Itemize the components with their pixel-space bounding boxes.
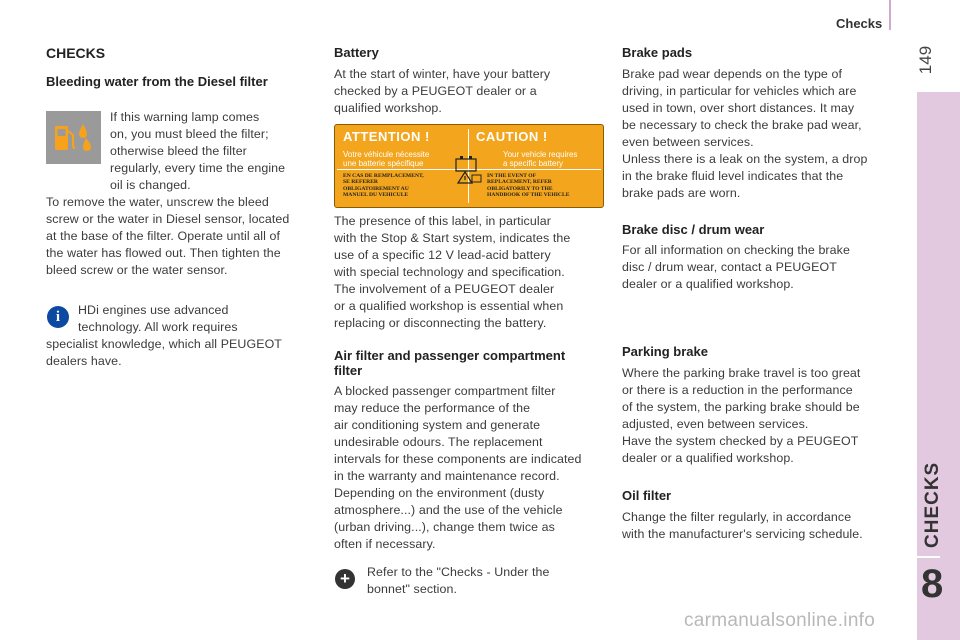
text-line: brake pads are worn. (622, 186, 741, 200)
plus-icon: + (335, 569, 355, 589)
text-line: une batterie spécifique (343, 159, 424, 168)
text-line: may reduce the performance of the (334, 401, 531, 415)
text-line: Brake pad wear depends on the type of (622, 67, 842, 81)
page-number: 149 (916, 45, 935, 75)
text-line: used in town, over short distances. It may (622, 101, 855, 115)
text-line: qualified workshop. (334, 101, 442, 115)
text-line: otherwise bleed the filter (110, 144, 247, 158)
subsection-title: Bleeding water from the Diesel filter (46, 74, 268, 89)
label-left-small (343, 173, 424, 199)
label-left-title: ATTENTION ! (343, 129, 430, 144)
text-line: of the system, the parking brake should be (622, 400, 860, 414)
text-line: oil is changed. (110, 178, 191, 192)
text-line: bleed screw or the water sensor. (46, 263, 228, 277)
text-line: Votre véhicule nécessite (343, 150, 430, 159)
bleeding-instructions (46, 194, 316, 279)
text-line: specialist knowledge, which all PEUGEOT (46, 337, 282, 351)
text-line: The involvement of a PEUGEOT dealer (334, 282, 555, 296)
info-icon: i (47, 306, 69, 328)
text-line: filter (334, 363, 363, 378)
text-line: use of a specific 12 V lead-acid battery (334, 248, 551, 262)
text-line: dealer or a qualified workshop. (622, 277, 794, 291)
brake-pads-text (622, 66, 897, 202)
text-line: dealers have. (46, 354, 122, 368)
text-line: driving, in particular for vehicles which are (622, 84, 857, 98)
battery-label-explanation (334, 213, 609, 332)
parking-brake-title: Parking brake (622, 344, 708, 359)
header-divider (889, 0, 891, 30)
text-line: EN CAS DE REMPLACEMENT, (343, 173, 424, 179)
text-line: IN THE EVENT OF (487, 173, 537, 179)
text-line: the water has flowed out. Then tighten the (46, 246, 281, 260)
section-title: CHECKS (46, 45, 106, 61)
text-line: or there is a reduction in the performance (622, 383, 853, 397)
text-line: At the start of winter, have your battery (334, 67, 551, 81)
text-line: undesirable odours. The replacement (334, 435, 543, 449)
air-filter-text (334, 383, 609, 553)
text-line: MANUEL DU VEHICULE (343, 192, 409, 199)
text-line: HDi engines use advanced (78, 303, 229, 317)
text-line: Have the system checked by a PEUGEOT (622, 434, 859, 448)
chapter-title: CHECKS (922, 461, 943, 548)
battery-label-image (334, 124, 604, 208)
label-right-small (487, 173, 569, 199)
chapter-number: 8 (921, 562, 944, 606)
brake-disc-title: Brake disc / drum wear (622, 222, 765, 237)
oil-filter-title: Oil filter (622, 488, 672, 503)
battery-title: Battery (334, 45, 379, 60)
text-line: be necessary to check the brake pad wear, (622, 118, 862, 132)
text-line: OBLIGATORILY TO THE (487, 185, 553, 192)
refer-note (367, 564, 607, 598)
text-line: with the Stop & Start system, indicates the (334, 231, 571, 245)
text-line: dealer or a qualified workshop. (622, 451, 794, 465)
text-line: The presence of this label, in particular (334, 214, 551, 228)
text-line: with special technology and specification. (334, 265, 565, 279)
brake-disc-text (622, 242, 897, 293)
text-line: Refer to the "Checks - Under the (367, 565, 550, 579)
text-line: even between services. (622, 135, 754, 149)
text-line: Your vehicle requires (503, 150, 578, 159)
text-line: replacing or disconnecting the battery. (334, 316, 547, 330)
text-line: SE REFERER (343, 179, 378, 186)
text-line: disc / drum wear, contact a PEUGEOT (622, 260, 837, 274)
text-line: in the warranty and maintenance record. (334, 469, 560, 483)
text-line: Depending on the environment (dusty (334, 486, 545, 500)
label-right-sub (503, 150, 577, 168)
info-note-first (78, 302, 318, 336)
text-line: REPLACEMENT, REFER (487, 179, 552, 186)
fuel-water-warning-icon (46, 111, 101, 164)
info-note-rest (46, 336, 316, 370)
text-line: regularly, every time the engine (110, 161, 286, 175)
warning-lamp-text (110, 109, 310, 194)
watermark: carmanualsonline.info (684, 610, 876, 631)
text-line: To remove the water, unscrew the bleed (46, 195, 269, 209)
text-line: or a qualified workshop is essential when (334, 299, 564, 313)
chapter-divider (910, 556, 940, 558)
text-line: atmosphere...) and the use of the vehicle (334, 503, 563, 517)
air-filter-title (334, 348, 609, 378)
text-line: bonnet" section. (367, 582, 458, 596)
text-line: with the manufacturer's servicing schedule. (622, 527, 863, 541)
text-line: Air filter and passenger compartment (334, 348, 566, 363)
text-line: adjusted, even between services. (622, 417, 809, 431)
text-line: OBLIGATOIREMENT AU (343, 185, 409, 192)
text-line: screw or the water in Diesel sensor, located (46, 212, 290, 226)
label-left-sub (343, 150, 429, 168)
text-line: checked by a PEUGEOT dealer or a (334, 84, 537, 98)
text-line: a specific battery (503, 159, 564, 168)
parking-brake-text (622, 365, 897, 467)
text-line: Where the parking brake travel is too great (622, 366, 861, 380)
battery-text (334, 66, 604, 117)
battery-symbol-icon (452, 153, 484, 185)
oil-filter-text (622, 509, 897, 543)
text-line: If this warning lamp comes (110, 110, 260, 124)
text-line: Unless there is a leak on the system, a drop (622, 152, 868, 166)
running-header-title: Checks (836, 16, 883, 31)
text-line: in the brake fluid level indicates that the (622, 169, 844, 183)
text-line: technology. All work requires (78, 320, 238, 334)
text-line: For all information on checking the brake (622, 243, 850, 257)
text-line: HANDBOOK OF THE VEHICLE (487, 192, 570, 199)
text-line: at the base of the filter. Operate until all of (46, 229, 281, 243)
text-line: air conditioning system and generate (334, 418, 541, 432)
text-line: on, you must bleed the filter; (110, 127, 269, 141)
text-line: often if necessary. (334, 537, 436, 551)
brake-pads-title: Brake pads (622, 45, 693, 60)
text-line: Change the filter regularly, in accordance (622, 510, 852, 524)
text-line: intervals for these components are indicated (334, 452, 582, 466)
label-right-title: CAUTION ! (476, 129, 548, 144)
text-line: (urban driving...), change them twice as (334, 520, 555, 534)
text-line: A blocked passenger compartment filter (334, 384, 556, 398)
